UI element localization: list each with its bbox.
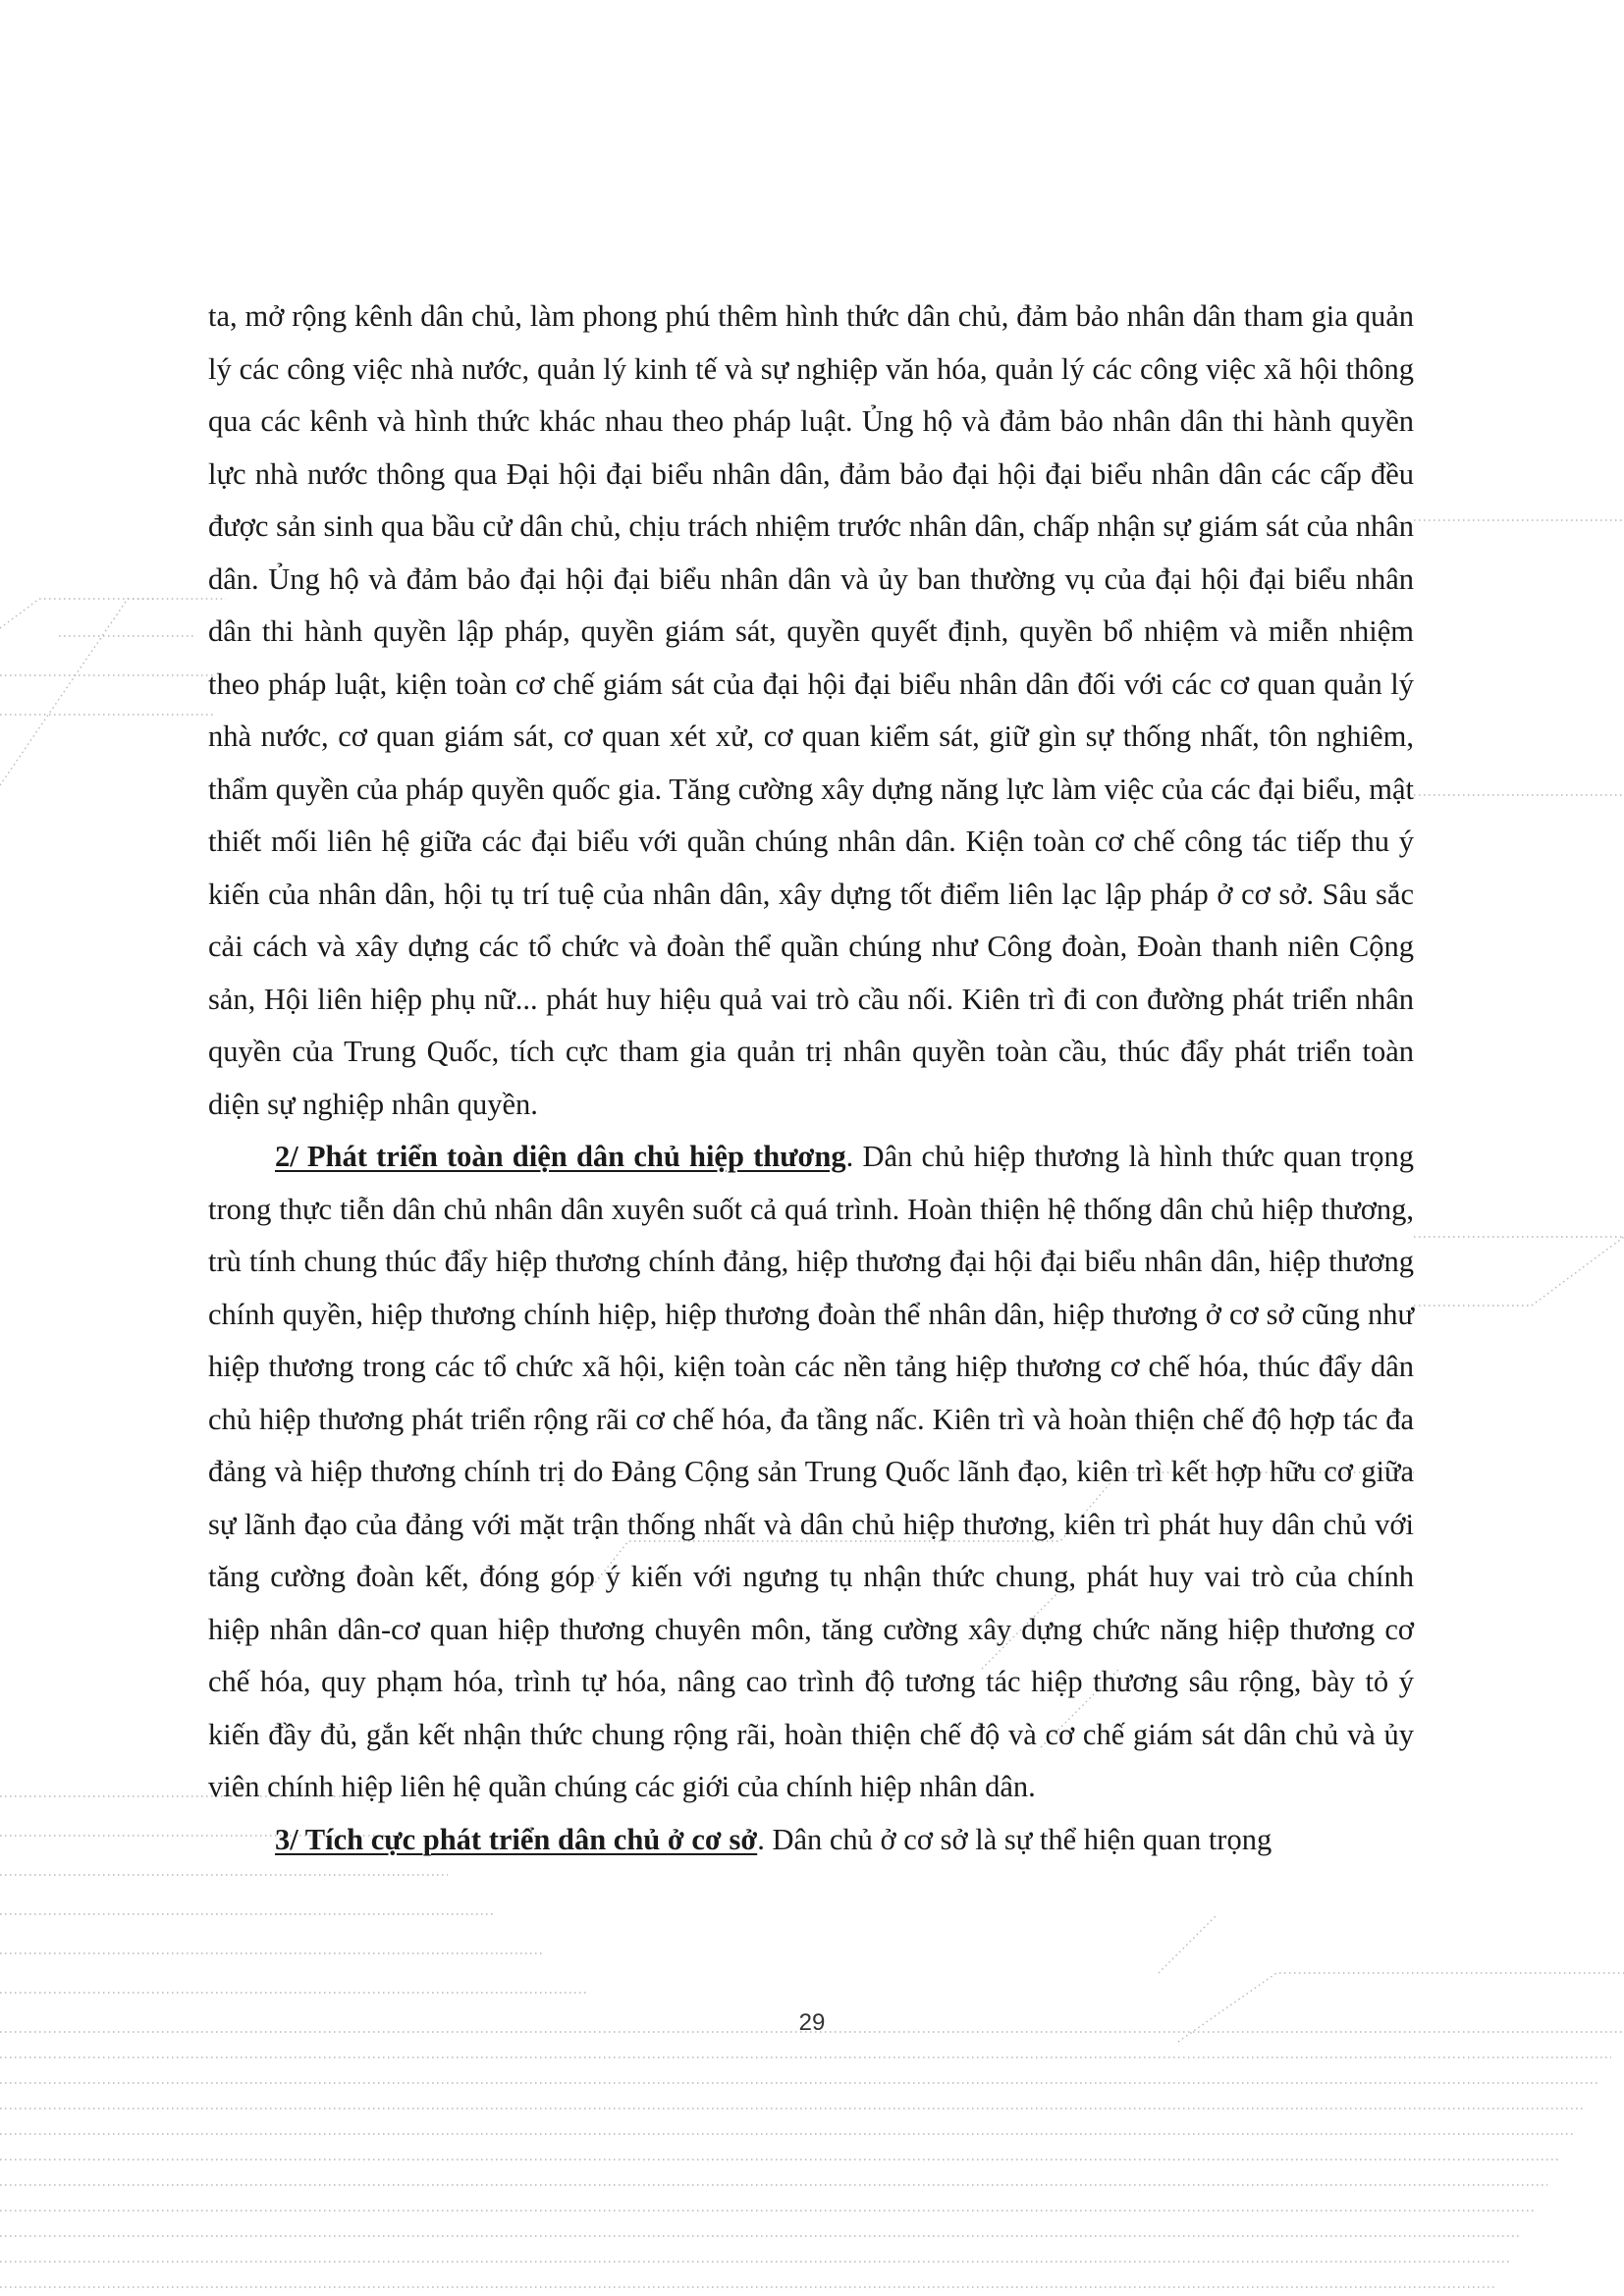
dotted-line	[1414, 1237, 1624, 1306]
dotted-line	[0, 599, 157, 628]
document-body	[208, 291, 1414, 1866]
dotted-line	[1159, 1914, 1218, 1973]
paragraph-text: . Dân chủ ở cơ sở là sự thể hiện quan trọng	[757, 1822, 1272, 1856]
page-number: 29	[798, 2009, 826, 2036]
paragraph-text: . Dân chủ hiệp thương là hình thức quan trọng trong thực tiễn dân chủ nhân dân xuyên suốt cả quá trình. Hoàn thiện hệ thống dân chủ hiệp thương, trù tính chung thúc đẩy hiệp thương chính đảng, hiệp thương đại hội đại biểu nhân dân, hiệp thương chính quyền, hiệp thương chính hiệp, hiệp thương đoàn thể nhân dân, hiệp thương ở cơ sở cũng như hiệp thương trong các tổ chức xã hội, kiện toàn các nền tảng hiệp thương cơ chế hóa, thúc đẩy dân chủ hiệp thương phát triển rộng rãi cơ chế hóa, đa tầng nấc. Kiên trì và hoàn thiện chế độ hợp tác đa đảng và hiệp thương chính trị do Đảng Cộng sản Trung Quốc lãnh đạo, kiên trì kết hợp hữu cơ giữa sự lãnh đạo của đảng với mặt trận thống nhất và dân chủ hiệp thương, kiên trì phát huy dân chủ với tăng cường đoàn kết, đóng góp ý kiến với ngưng tụ nhận thức chung, phát huy vai trò của chính hiệp nhân dân-cơ quan hiệp thương chuyên môn, tăng cường xây dựng chức năng hiệp thương cơ chế hóa, quy phạm hóa, trình tự hóa, nâng cao trình độ tương tác hiệp thương sâu rộng, bày tỏ ý kiến đầy đủ, gắn kết nhận thức chung rộng rãi, hoàn thiện chế độ và cơ chế giám sát dân chủ và ủy viên chính hiệp liên hệ quần chúng các giới của chính hiệp nhân dân.	[208, 1140, 1414, 1803]
paragraph-section-3	[208, 1814, 1414, 1867]
paragraph-section-2	[208, 1131, 1414, 1814]
section-heading: 2/ Phát triển toàn diện dân chủ hiệp thương	[275, 1140, 846, 1173]
paragraph-text: ta, mở rộng kênh dân chủ, làm phong phú thêm hình thức dân chủ, đảm bảo nhân dân tham gia quản lý các công việc nhà nước, quản lý kinh tế và sự nghiệp văn hóa, quản lý các công việc xã hội thông qua các kênh và hình thức khác nhau theo pháp luật. Ủng hộ và đảm bảo nhân dân thi hành quyền lực nhà nước thông qua Đại hội đại biểu nhân dân, đảm bảo đại hội đại biểu nhân dân các cấp đều được sản sinh qua bầu cử dân chủ, chịu trách nhiệm trước nhân dân, chấp nhận sự giám sát của nhân dân. Ủng hộ và đảm bảo đại hội đại biểu nhân dân và ủy ban thường vụ của đại hội đại biểu nhân dân thi hành quyền lập pháp, quyền giám sát, quyền quyết định, quyền bổ nhiệm và miễn nhiệm theo pháp luật, kiện toàn cơ chế giám sát của đại hội đại biểu nhân dân đối với các cơ quan quản lý nhà nước, cơ quan giám sát, cơ quan xét xử, cơ quan kiểm sát, giữ gìn sự thống nhất, tôn nghiêm, thẩm quyền của pháp quyền quốc gia. Tăng cường xây dựng năng lực làm việc của các đại biểu, mật thiết mối liên hệ giữa các đại biểu với quần chúng nhân dân. Kiện toàn cơ chế công tác tiếp thu ý kiến của nhân dân, hội tụ trí tuệ của nhân dân, xây dựng tốt điểm liên lạc lập pháp ở cơ sở. Sâu sắc cải cách và xây dựng các tổ chức và đoàn thể quần chúng như Công đoàn, Đoàn thanh niên Cộng sản, Hội liên hiệp phụ nữ... phát huy hiệu quả vai trò cầu nối. Kiên trì đi con đường phát triển nhân quyền của Trung Quốc, tích cực tham gia quản trị nhân quyền toàn cầu, thúc đẩy phát triển toàn diện sự nghiệp nhân quyền.	[208, 299, 1414, 1121]
dotted-line	[0, 599, 226, 785]
section-heading: 3/ Tích cực phát triển dân chủ ở cơ sở	[275, 1822, 758, 1856]
paragraph-continuation	[208, 291, 1414, 1131]
